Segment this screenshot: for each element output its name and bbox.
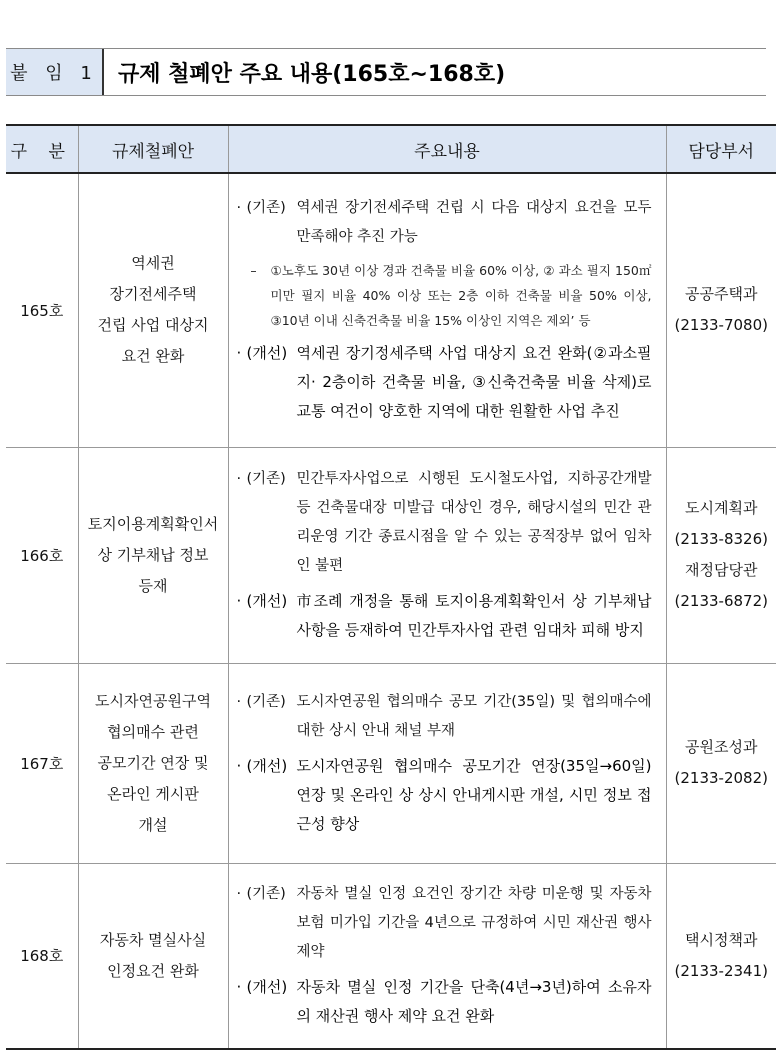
header-content: 주요내용 (228, 125, 666, 173)
existing-text: 자동차 멸실 인정 요건인 장기간 차량 미운행 및 자동차보험 미가입 기간을 4년으로 규정하여 시민 재산권 행사 제약 (296, 886, 652, 961)
name-line: 자동차 멸실사실 (99, 930, 207, 949)
name-line: 공모기간 연장 및 (97, 753, 209, 772)
bullet-icon: · (236, 693, 242, 710)
name-line: 장기전세주택 (109, 285, 197, 304)
existing-tag: (기존) (246, 471, 286, 487)
improved-item (237, 973, 652, 1031)
improved-item (237, 587, 652, 645)
dept-line: (2133-2082) (674, 769, 768, 787)
improved-text: 역세권 장기정세주택 사업 대상지 요건 완화(②과소필지· 2층이하 건축물 비율, ③신축건축물 비율 삭제)로 교통 여건이 양호한 지역에 대한 원활한 사업 추진 (296, 344, 652, 421)
regulation-name (78, 447, 228, 663)
name-line: 등재 (138, 576, 168, 595)
existing-sub-text: ①노후도 30년 이상 경과 건축물 비율 60% 이상, ② 과소 필지 150㎡미만 필지 비율 40% 이상 또는 2층 이하 건축물 비율 50% 이상, ③10년 이내 신축건축물 비율 15% 이상인 지역은 제외’ 등 (270, 263, 652, 329)
page-title: 규제 철폐안 주요 내용(165호~168호) (118, 61, 506, 87)
dept-line: (2133-2341) (674, 961, 768, 980)
row-number: 168호 (6, 863, 78, 1049)
existing-text: 민간투자사업으로 시행된 도시철도사업, 지하공간개발 등 건축물대장 미발급 대상인 경우, 해당시설의 민간 관리운영 기간 종료시점을 알 수 있는 공적장부 없어 임차인 불편 (296, 471, 652, 574)
table-row (6, 863, 776, 1049)
name-line: 역세권 (131, 254, 175, 273)
name-line: 건립 사업 대상지 (97, 316, 209, 335)
regulation-name (78, 173, 228, 447)
bullet-icon: · (236, 471, 242, 487)
improved-text: 자동차 멸실 인정 기간을 단축(4년→3년)하여 소유자의 재산권 행사 제약 요건 완화 (296, 978, 652, 1026)
row-number: 166호 (6, 447, 78, 663)
existing-item (237, 688, 652, 746)
improved-text: 도시자연공원 협의매수 공모기간 연장(35일→60일) 연장 및 온라인 상 상시 안내게시판 개설, 시민 정보 접근성 향상 (296, 756, 652, 833)
dept-line: (2133-6872) (674, 592, 768, 610)
department (666, 863, 776, 1049)
improved-tag: (개선) (246, 344, 288, 363)
header-name: 규제철폐안 (78, 125, 228, 173)
improved-item (237, 339, 652, 426)
existing-item (237, 880, 652, 967)
name-line: 협의매수 관련 (107, 722, 199, 741)
regulation-name (78, 863, 228, 1049)
table-row (6, 173, 776, 447)
content-cell (228, 863, 666, 1049)
content-cell (228, 447, 666, 663)
regulation-table (6, 124, 776, 1050)
name-line: 도시자연공원구역 (95, 691, 211, 710)
regulation-name (78, 663, 228, 863)
attachment-title-bar (6, 48, 766, 96)
department (666, 173, 776, 447)
improved-tag: (개선) (246, 978, 288, 997)
row-number: 167호 (6, 663, 78, 863)
header-dept: 담당부서 (666, 125, 776, 173)
bullet-icon: · (236, 200, 242, 217)
attachment-label: 붙 임 1 (6, 49, 104, 95)
name-line: 요건 완화 (121, 347, 185, 366)
dept-line: 공원조성과 (685, 738, 758, 756)
dept-line: 공공주택과 (685, 285, 758, 304)
improved-text: 市조례 개정을 통해 토지이용계획확인서 상 기부채납 사항을 등재하여 민간투자사업 관련 임대차 피해 방지 (296, 592, 652, 639)
existing-item (237, 194, 652, 252)
improved-tag: (개선) (246, 592, 288, 610)
existing-sub-item (237, 258, 652, 333)
dept-line: 재정담당관 (685, 561, 758, 579)
bullet-icon: · (236, 978, 242, 997)
dept-line: 도시계획과 (685, 499, 758, 517)
existing-item (237, 465, 652, 581)
name-line: 온라인 게시판 (107, 784, 199, 803)
name-line: 상 기부채납 정보 (97, 545, 209, 564)
bullet-icon: · (236, 592, 242, 610)
name-line: 토지이용계획확인서 (87, 514, 219, 533)
improved-tag: (개선) (246, 756, 288, 775)
content-cell (228, 173, 666, 447)
existing-text: 도시자연공원 협의매수 공모 기간(35일) 및 협의매수에 대한 상시 안내 채널 부재 (296, 693, 652, 739)
existing-tag: (기존) (246, 200, 286, 217)
header-no: 구 분 (6, 125, 78, 173)
dept-line: 택시정책과 (685, 930, 758, 949)
dept-line: (2133-7080) (674, 316, 768, 335)
bullet-icon: · (236, 886, 242, 903)
department (666, 447, 776, 663)
bullet-icon: · (236, 344, 242, 363)
dept-line: (2133-8326) (674, 530, 768, 548)
existing-text: 역세권 장기전세주택 건립 시 다음 대상지 요건을 모두 만족해야 추진 가능 (296, 200, 652, 246)
name-line: 인정요건 완화 (107, 961, 199, 980)
table-row (6, 447, 776, 663)
existing-tag: (기존) (246, 693, 286, 710)
table-row (6, 663, 776, 863)
improved-item (237, 752, 652, 839)
row-number: 165호 (6, 173, 78, 447)
dash-icon: – (250, 263, 257, 279)
bullet-icon: · (236, 756, 242, 775)
name-line: 개설 (138, 815, 168, 834)
content-cell (228, 663, 666, 863)
table-header-row (6, 125, 776, 173)
department (666, 663, 776, 863)
existing-tag: (기존) (246, 886, 286, 903)
